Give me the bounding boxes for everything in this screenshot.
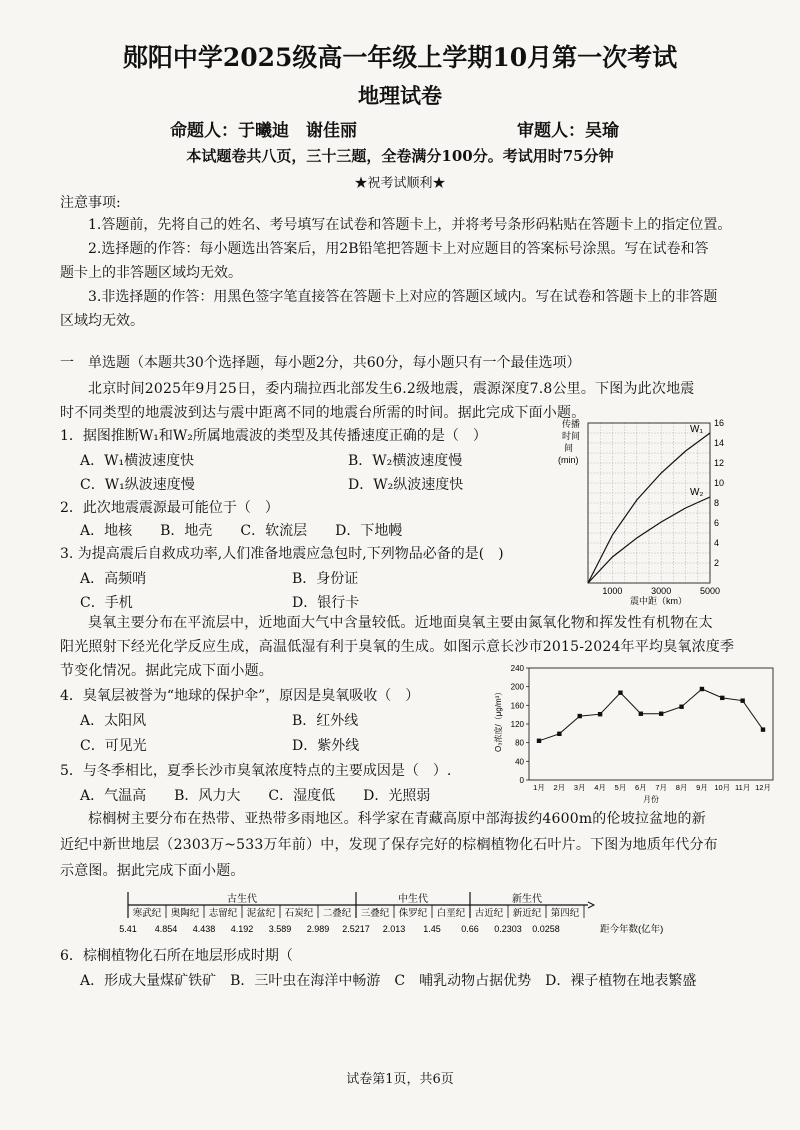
intro-2b: 阳光照射下经光化学反应生成，高温低湿有利于臭氧的生成。如图示意长沙市2015-2024年平均臭氧浓度季 bbox=[60, 639, 735, 655]
period-label: 二叠纪 bbox=[322, 908, 352, 919]
data-point bbox=[740, 698, 744, 702]
data-point bbox=[537, 739, 541, 743]
intro-1a: 北京时间2025年9月25日，委内瑞拉西北部发生6.2级地震，震源深度7.8公里。下图为此次地震 bbox=[88, 381, 695, 397]
q3-option-d: D．银行卡 bbox=[292, 595, 360, 611]
age-value: 5.41 bbox=[119, 924, 137, 934]
y-tick-label: 120 bbox=[510, 720, 524, 729]
age-value: 2.989 bbox=[306, 924, 330, 934]
chart-ylabel-2: 时间 bbox=[562, 431, 581, 441]
period-label: 志留纪 bbox=[208, 908, 238, 919]
q6-options: A．形成大量煤矿铁矿 B．三叶虫在海洋中畅游 C 哺乳动物占据优势 D．裸子植物在地表繁盛 bbox=[80, 973, 697, 989]
age-value: 2.013 bbox=[382, 924, 406, 934]
exam-title: 郧阳中学2025级高一年级上学期10月第一次考试 bbox=[122, 43, 678, 72]
seismic-wave-chart bbox=[550, 415, 740, 615]
y-tick-label: 16 bbox=[714, 418, 725, 428]
chart-ylabel-3: 间 bbox=[564, 443, 574, 453]
series-label-1: W₁ bbox=[690, 424, 703, 435]
q1-option-b: B．W₂横波速度慢 bbox=[348, 453, 463, 469]
age-value: 2.5217 bbox=[342, 924, 370, 934]
q1-option-c: C．W₁纵波速度慢 bbox=[80, 477, 195, 493]
y-tick-label: 40 bbox=[515, 757, 524, 767]
ozone-line bbox=[539, 689, 763, 741]
y-tick-label: 4 bbox=[714, 538, 720, 548]
intro-3b: 近纪中新世地层（2303万~533万年前）中，发现了保存完好的棕榈植物化石叶片。下图为地质年代分布 bbox=[60, 837, 718, 853]
x-tick-label: 5月 bbox=[614, 783, 627, 792]
note-1: 1.答题前，先将自己的姓名、考号填写在试卷和答题卡上，并将考号条形码粘贴在答题卡上的指定位置。 bbox=[88, 217, 732, 233]
exam-wish: ★祝考试顺利★ bbox=[354, 176, 446, 191]
series-label-2: W₂ bbox=[690, 487, 704, 498]
x-tick-label: 2月 bbox=[553, 783, 566, 792]
intro-2c: 节变化情况。据此完成下面小题。 bbox=[60, 663, 273, 679]
x-tick-label: 7月 bbox=[655, 783, 668, 792]
notes-heading: 注意事项: bbox=[60, 195, 121, 211]
chart-ylabel-4: (min) bbox=[558, 455, 579, 465]
age-value: 4.438 bbox=[192, 924, 216, 934]
q4-option-c: C．可见光 bbox=[80, 738, 147, 754]
note-3a: 3.非选择题的作答：用黑色签字笔直接答在答题卡上对应的答题区域内。写在试卷和答题卡上的非答题 bbox=[88, 289, 718, 305]
reviewer: 审题人：吴瑜 bbox=[517, 121, 619, 141]
q1-option-d: D．W₂纵波速度快 bbox=[348, 477, 464, 493]
chart-xlabel: 震中距（km） bbox=[630, 596, 687, 606]
q2-options: A．地核 B．地壳 C．软流层 D．下地幔 bbox=[80, 523, 403, 539]
x-tick-label: 9月 bbox=[696, 783, 708, 792]
period-label: 泥盆纪 bbox=[246, 908, 276, 919]
age-value: 0.66 bbox=[461, 924, 479, 934]
period-label: 奥陶纪 bbox=[170, 908, 200, 919]
exam-info: 本试题卷共八页，三十三题，全卷满分100分。考试用时75分钟 bbox=[186, 147, 614, 165]
question-5: 5．与冬季相比，夏季长沙市臭氧浓度特点的主要成因是（ ）. bbox=[60, 763, 452, 779]
page-footer: 试卷第1页，共6页 bbox=[346, 1072, 454, 1087]
data-point bbox=[659, 712, 663, 716]
age-value: 3.589 bbox=[268, 924, 292, 934]
y-tick-label: 10 bbox=[714, 478, 725, 488]
period-label: 古近纪 bbox=[474, 908, 504, 919]
x-tick-label: 10月 bbox=[714, 783, 731, 792]
q4-option-b: B．红外线 bbox=[292, 713, 359, 729]
data-point bbox=[557, 732, 561, 736]
data-point bbox=[618, 691, 622, 695]
question-2: 2．此次地震震源最可能位于（ ） bbox=[60, 500, 279, 516]
x-tick-label: 3000 bbox=[651, 586, 672, 596]
q3-option-b: B．身份证 bbox=[292, 571, 359, 587]
data-point bbox=[578, 714, 582, 718]
x-tick-label: 12月 bbox=[755, 783, 771, 792]
x-tick-label: 8月 bbox=[675, 783, 688, 792]
period-label: 新近纪 bbox=[512, 908, 542, 919]
y-tick-label: 200 bbox=[510, 682, 524, 692]
x-tick-label: 6月 bbox=[634, 783, 647, 792]
age-value: 4.854 bbox=[154, 924, 178, 934]
y-tick-label: 240 bbox=[510, 664, 524, 673]
age-value: 0.0258 bbox=[532, 924, 560, 934]
data-point bbox=[639, 712, 643, 716]
y-tick-label: 8 bbox=[714, 498, 720, 508]
y-tick-label: 12 bbox=[714, 458, 725, 468]
intro-2a: 臭氧主要分布在平流层中，近地面大气中含量较低。近地面臭氧主要由氮氧化物和挥发性有机物在太 bbox=[88, 615, 713, 631]
age-value: 4.192 bbox=[230, 924, 254, 934]
chart-xlabel: 月份 bbox=[643, 795, 659, 804]
q1-option-a: A．W₁横波速度快 bbox=[80, 453, 195, 469]
note-3b: 区域均无效。 bbox=[60, 313, 144, 329]
data-point bbox=[700, 687, 704, 691]
section-heading: 一 单选题（本题共30个选择题，每小题2分，共60分，每小题只有一个最佳选项） bbox=[60, 355, 581, 371]
period-label: 石炭纪 bbox=[284, 908, 314, 919]
chart-frame bbox=[529, 668, 773, 780]
intro-1b: 时不同类型的地震波到达与震中距离不同的地震台所需的时间。据此完成下面小题。 bbox=[60, 405, 586, 421]
chart-ylabel-1: 传播 bbox=[562, 419, 581, 429]
intro-3a: 棕榈树主要分布在热带、亚热带多雨地区。科学家在青藏高原中部海拔约4600m的伦坡拉盆地的新 bbox=[88, 811, 706, 827]
question-1: 1．据图推断W₁和W₂所属地震波的类型及其传播速度正确的是（ ） bbox=[60, 428, 487, 444]
period-label: 第四纪 bbox=[550, 908, 580, 919]
period-label: 侏罗纪 bbox=[398, 908, 428, 919]
era-label: 古生代 bbox=[227, 894, 257, 905]
age-unit: 距今年数(亿年) bbox=[600, 924, 664, 935]
q3-option-a: A．高频哨 bbox=[80, 571, 147, 587]
y-tick-label: 0 bbox=[519, 776, 524, 785]
x-tick-label: 11月 bbox=[734, 783, 751, 792]
period-label: 寒武纪 bbox=[132, 908, 162, 919]
intro-3c: 示意图。据此完成下面小题。 bbox=[60, 863, 245, 879]
y-tick-label: 80 bbox=[515, 738, 524, 748]
x-tick-label: 1000 bbox=[602, 586, 623, 596]
note-2b: 题卡上的非答题区域均无效。 bbox=[60, 265, 242, 281]
question-3: 3. 为提高震后自救成功率,人们准备地震应急包时,下列物品必备的是( ) bbox=[60, 546, 504, 562]
x-tick-label: 3月 bbox=[573, 783, 586, 792]
question-4: 4．臭氧层被誉为“地球的保护伞”，原因是臭氧吸收（ ） bbox=[60, 688, 420, 704]
y-tick-label: 14 bbox=[714, 438, 725, 448]
q4-option-a: A．太阳风 bbox=[80, 713, 147, 729]
y-tick-label: 2 bbox=[714, 558, 720, 568]
age-value: 1.45 bbox=[423, 924, 441, 934]
data-point bbox=[761, 727, 765, 731]
period-label: 三叠纪 bbox=[360, 908, 390, 919]
question-6: 6．棕榈植物化石所在地层形成时期（ bbox=[60, 948, 293, 964]
exam-subtitle: 地理试卷 bbox=[358, 83, 442, 108]
authors: 命题人：于曦迪 谢佳丽 bbox=[170, 121, 357, 141]
era-label: 新生代 bbox=[512, 894, 542, 905]
q5-options: A．气温高 B．风力大 C．湿度低 D．光照弱 bbox=[80, 788, 431, 804]
x-tick-label: 5000 bbox=[699, 586, 721, 596]
q4-option-d: D．紫外线 bbox=[292, 738, 360, 754]
data-point bbox=[720, 696, 724, 700]
q3-option-c: C．手机 bbox=[80, 595, 133, 611]
ozone-chart bbox=[495, 662, 780, 804]
geological-time-scale bbox=[120, 888, 680, 936]
period-label: 白垩纪 bbox=[436, 908, 466, 919]
data-point bbox=[679, 705, 683, 709]
y-tick-label: 6 bbox=[714, 518, 720, 528]
chart-ylabel: O₃浓度/（μg/m³） bbox=[494, 687, 503, 752]
x-tick-label: 4月 bbox=[594, 783, 606, 792]
data-point bbox=[598, 712, 602, 716]
era-label: 中生代 bbox=[398, 894, 428, 905]
note-2a: 2.选择题的作答：每小题选出答案后，用2B铅笔把答题卡上对应题目的答案标号涂黑。写在试卷和答 bbox=[88, 241, 709, 257]
x-tick-label: 1月 bbox=[533, 783, 545, 792]
y-tick-label: 160 bbox=[510, 701, 524, 711]
age-value: 0.2303 bbox=[494, 924, 522, 934]
